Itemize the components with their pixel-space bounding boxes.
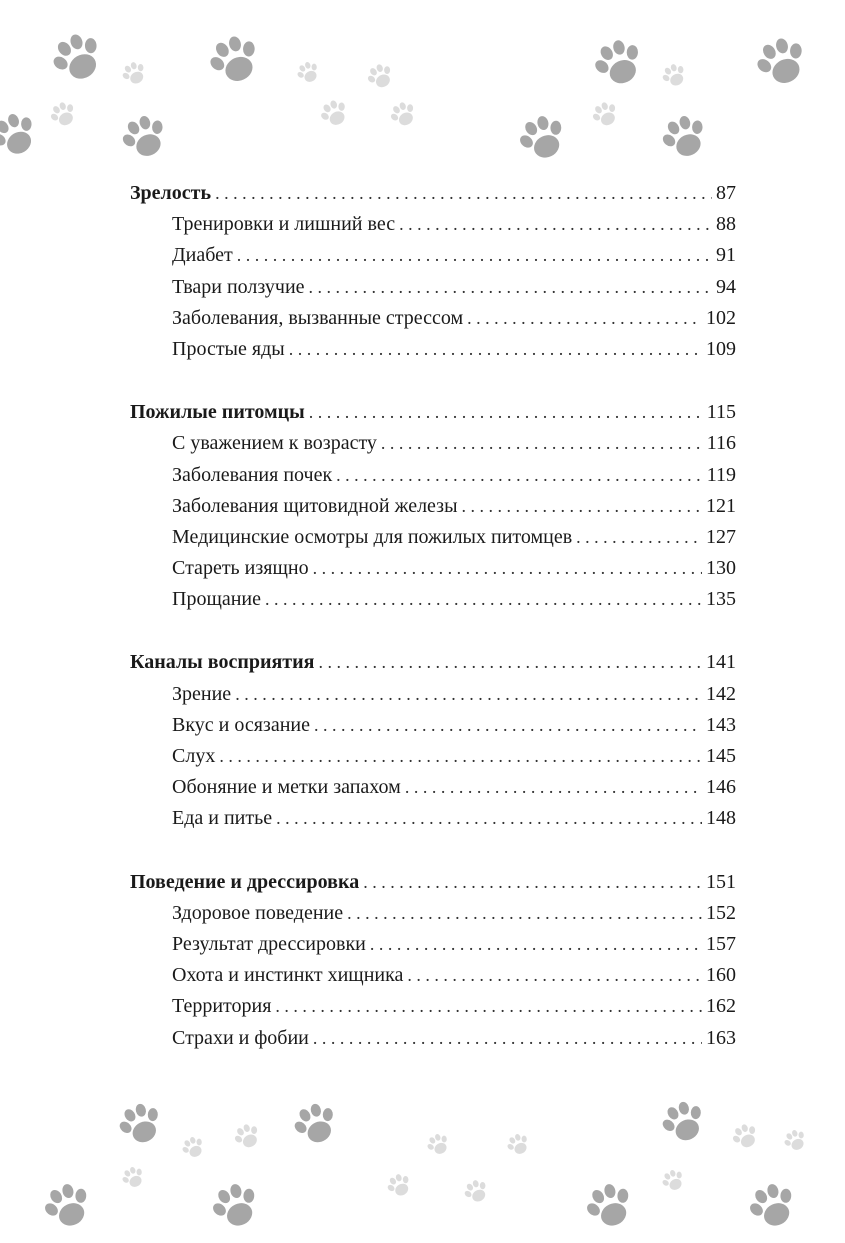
toc-section-heading[interactable]	[130, 867, 736, 898]
paw-print-icon	[380, 1167, 418, 1205]
dot-leader	[399, 209, 712, 240]
entry-title: Результат дрессировки	[172, 932, 366, 955]
dot-leader	[370, 929, 702, 960]
table-of-contents	[130, 178, 736, 1086]
entry-title: Тренировки и лишний вес	[172, 213, 396, 236]
entry-page-number: 102	[706, 306, 736, 329]
paw-print-icon	[649, 103, 718, 172]
entry-page-number: 146	[706, 776, 736, 799]
section-title: Поведение и дрессировка	[130, 870, 360, 893]
entry-title: Заболевания щитовидной железы	[172, 494, 458, 517]
dot-leader	[275, 991, 702, 1022]
entry-page-number: 148	[706, 807, 736, 830]
paw-print-icon	[290, 55, 326, 91]
section-title: Зрелость	[130, 182, 212, 204]
paw-print-icon	[655, 57, 693, 95]
section-page-number: 141	[706, 651, 736, 674]
toc-entry[interactable]	[130, 428, 736, 459]
paw-print-icon	[0, 100, 50, 171]
toc-entry[interactable]	[130, 584, 736, 615]
entry-title: Диабет	[172, 244, 233, 267]
entry-page-number: 142	[706, 682, 736, 705]
dot-leader	[309, 397, 703, 428]
paw-print-icon	[777, 1123, 813, 1159]
paw-print-icon	[31, 1171, 103, 1243]
toc-entry[interactable]	[130, 1023, 736, 1054]
dot-leader	[381, 428, 703, 459]
entry-title: Охота и инстинкт хищника	[172, 964, 404, 987]
entry-title: Заболевания почек	[172, 463, 333, 486]
toc-entry[interactable]	[130, 960, 736, 991]
entry-page-number: 91	[716, 244, 736, 267]
entry-title: Медицинские осмотры для пожилых питомцев	[172, 525, 573, 548]
entry-page-number: 88	[716, 213, 736, 236]
paw-print-icon	[175, 1130, 211, 1166]
entry-page-number: 109	[706, 337, 736, 360]
toc-entry[interactable]	[130, 209, 736, 240]
dot-leader	[276, 803, 702, 834]
paw-print-icon	[107, 1092, 173, 1158]
entry-title: Стареть изящно	[172, 557, 309, 580]
paw-print-icon	[312, 92, 356, 136]
dot-leader	[235, 679, 702, 710]
dot-leader	[313, 1023, 702, 1054]
entry-page-number: 94	[716, 275, 736, 298]
entry-title: С уважением к возрасту	[172, 432, 377, 455]
entry-title: Слух	[172, 745, 216, 767]
paw-print-icon	[227, 1117, 268, 1158]
entry-page-number: 162	[706, 995, 736, 1018]
toc-entry[interactable]	[130, 240, 736, 271]
paw-print-icon	[573, 1171, 645, 1243]
entry-page-number: 127	[706, 525, 736, 548]
toc-entry[interactable]	[130, 710, 736, 741]
dot-leader	[313, 553, 702, 584]
entry-title: Твари ползучие	[172, 275, 305, 298]
entry-page-number: 121	[706, 494, 736, 517]
toc-entry[interactable]	[130, 772, 736, 803]
paw-print-icon	[506, 103, 578, 175]
entry-title: Еда и питье	[172, 807, 273, 830]
dot-leader	[405, 772, 702, 803]
dot-leader	[347, 898, 702, 929]
dot-leader	[219, 741, 702, 772]
toc-entry[interactable]	[130, 929, 736, 960]
paw-print-icon	[655, 1163, 691, 1199]
entry-page-number: 119	[706, 463, 736, 486]
entry-page-number: 116	[706, 432, 736, 455]
toc-section	[130, 647, 736, 834]
toc-entry[interactable]	[130, 522, 736, 553]
dot-leader	[289, 334, 702, 365]
toc-entry[interactable]	[130, 303, 736, 334]
toc-entry[interactable]	[130, 741, 736, 772]
toc-entry[interactable]	[130, 460, 736, 491]
entry-title: Здоровое поведение	[172, 901, 344, 924]
paw-print-icon	[725, 1117, 766, 1158]
paw-print-icon	[37, 19, 116, 98]
paw-print-icon	[581, 27, 655, 101]
entry-title: Территория	[172, 995, 272, 1018]
dot-leader	[576, 522, 702, 553]
toc-section	[130, 178, 736, 365]
entry-page-number: 152	[706, 901, 736, 924]
paw-print-icon	[500, 1127, 536, 1163]
entry-title: Прощание	[172, 588, 262, 611]
dot-leader	[314, 710, 702, 741]
toc-section-heading[interactable]	[130, 647, 736, 678]
entry-page-number: 160	[706, 964, 736, 987]
paw-print-icon	[742, 24, 819, 101]
entry-title: Обоняние и метки запахом	[172, 776, 401, 799]
paw-print-icon	[736, 1171, 808, 1243]
entry-page-number: 145	[706, 745, 736, 767]
entry-title: Зрение	[172, 682, 232, 705]
dot-leader	[467, 303, 702, 334]
paw-print-icon	[43, 95, 84, 136]
paw-print-icon	[109, 103, 178, 172]
entry-title: Страхи и фобии	[172, 1026, 309, 1049]
entry-page-number: 135	[706, 588, 736, 611]
section-page-number: 151	[706, 870, 736, 893]
entry-page-number: 143	[706, 713, 736, 736]
toc-section-heading[interactable]	[130, 178, 736, 209]
dot-leader	[318, 647, 702, 678]
paw-print-icon	[383, 95, 424, 136]
dot-leader	[462, 491, 702, 522]
toc-entry[interactable]	[130, 334, 736, 365]
dot-leader	[363, 867, 702, 898]
entry-page-number: 130	[706, 557, 736, 580]
entry-title: Вкус и осязание	[172, 713, 310, 736]
paw-print-icon	[282, 1092, 348, 1158]
section-page-number: 87	[716, 182, 736, 204]
entry-page-number: 163	[706, 1026, 736, 1049]
toc-entry[interactable]	[130, 803, 736, 834]
toc-entry[interactable]	[130, 898, 736, 929]
toc-entry[interactable]	[130, 272, 736, 303]
dot-leader	[336, 460, 703, 491]
toc-entry[interactable]	[130, 491, 736, 522]
entry-title: Заболевания, вызванные стрессом	[172, 306, 464, 329]
dot-leader	[215, 178, 712, 209]
paw-print-icon	[195, 22, 272, 99]
dot-leader	[309, 272, 712, 303]
dot-leader	[237, 240, 712, 271]
toc-section	[130, 397, 736, 615]
entry-title: Простые яды	[172, 337, 285, 360]
dot-leader	[407, 960, 702, 991]
section-title: Пожилые питомцы	[130, 401, 305, 424]
paw-print-icon	[115, 1160, 151, 1196]
paw-print-icon	[650, 1090, 716, 1156]
section-page-number: 115	[706, 401, 736, 424]
paw-print-icon	[420, 1127, 456, 1163]
toc-entry[interactable]	[130, 553, 736, 584]
paw-print-icon	[360, 57, 401, 98]
paw-print-icon	[115, 55, 153, 93]
section-title: Каналы восприятия	[130, 651, 315, 674]
entry-page-number: 157	[706, 932, 736, 955]
toc-entry[interactable]	[130, 991, 736, 1022]
toc-entry[interactable]	[130, 679, 736, 710]
paw-print-icon	[457, 1173, 495, 1211]
toc-section	[130, 867, 736, 1054]
dot-leader	[265, 584, 702, 615]
paw-print-icon	[199, 1171, 271, 1243]
paw-print-icon	[585, 95, 626, 136]
toc-section-heading[interactable]	[130, 397, 736, 428]
